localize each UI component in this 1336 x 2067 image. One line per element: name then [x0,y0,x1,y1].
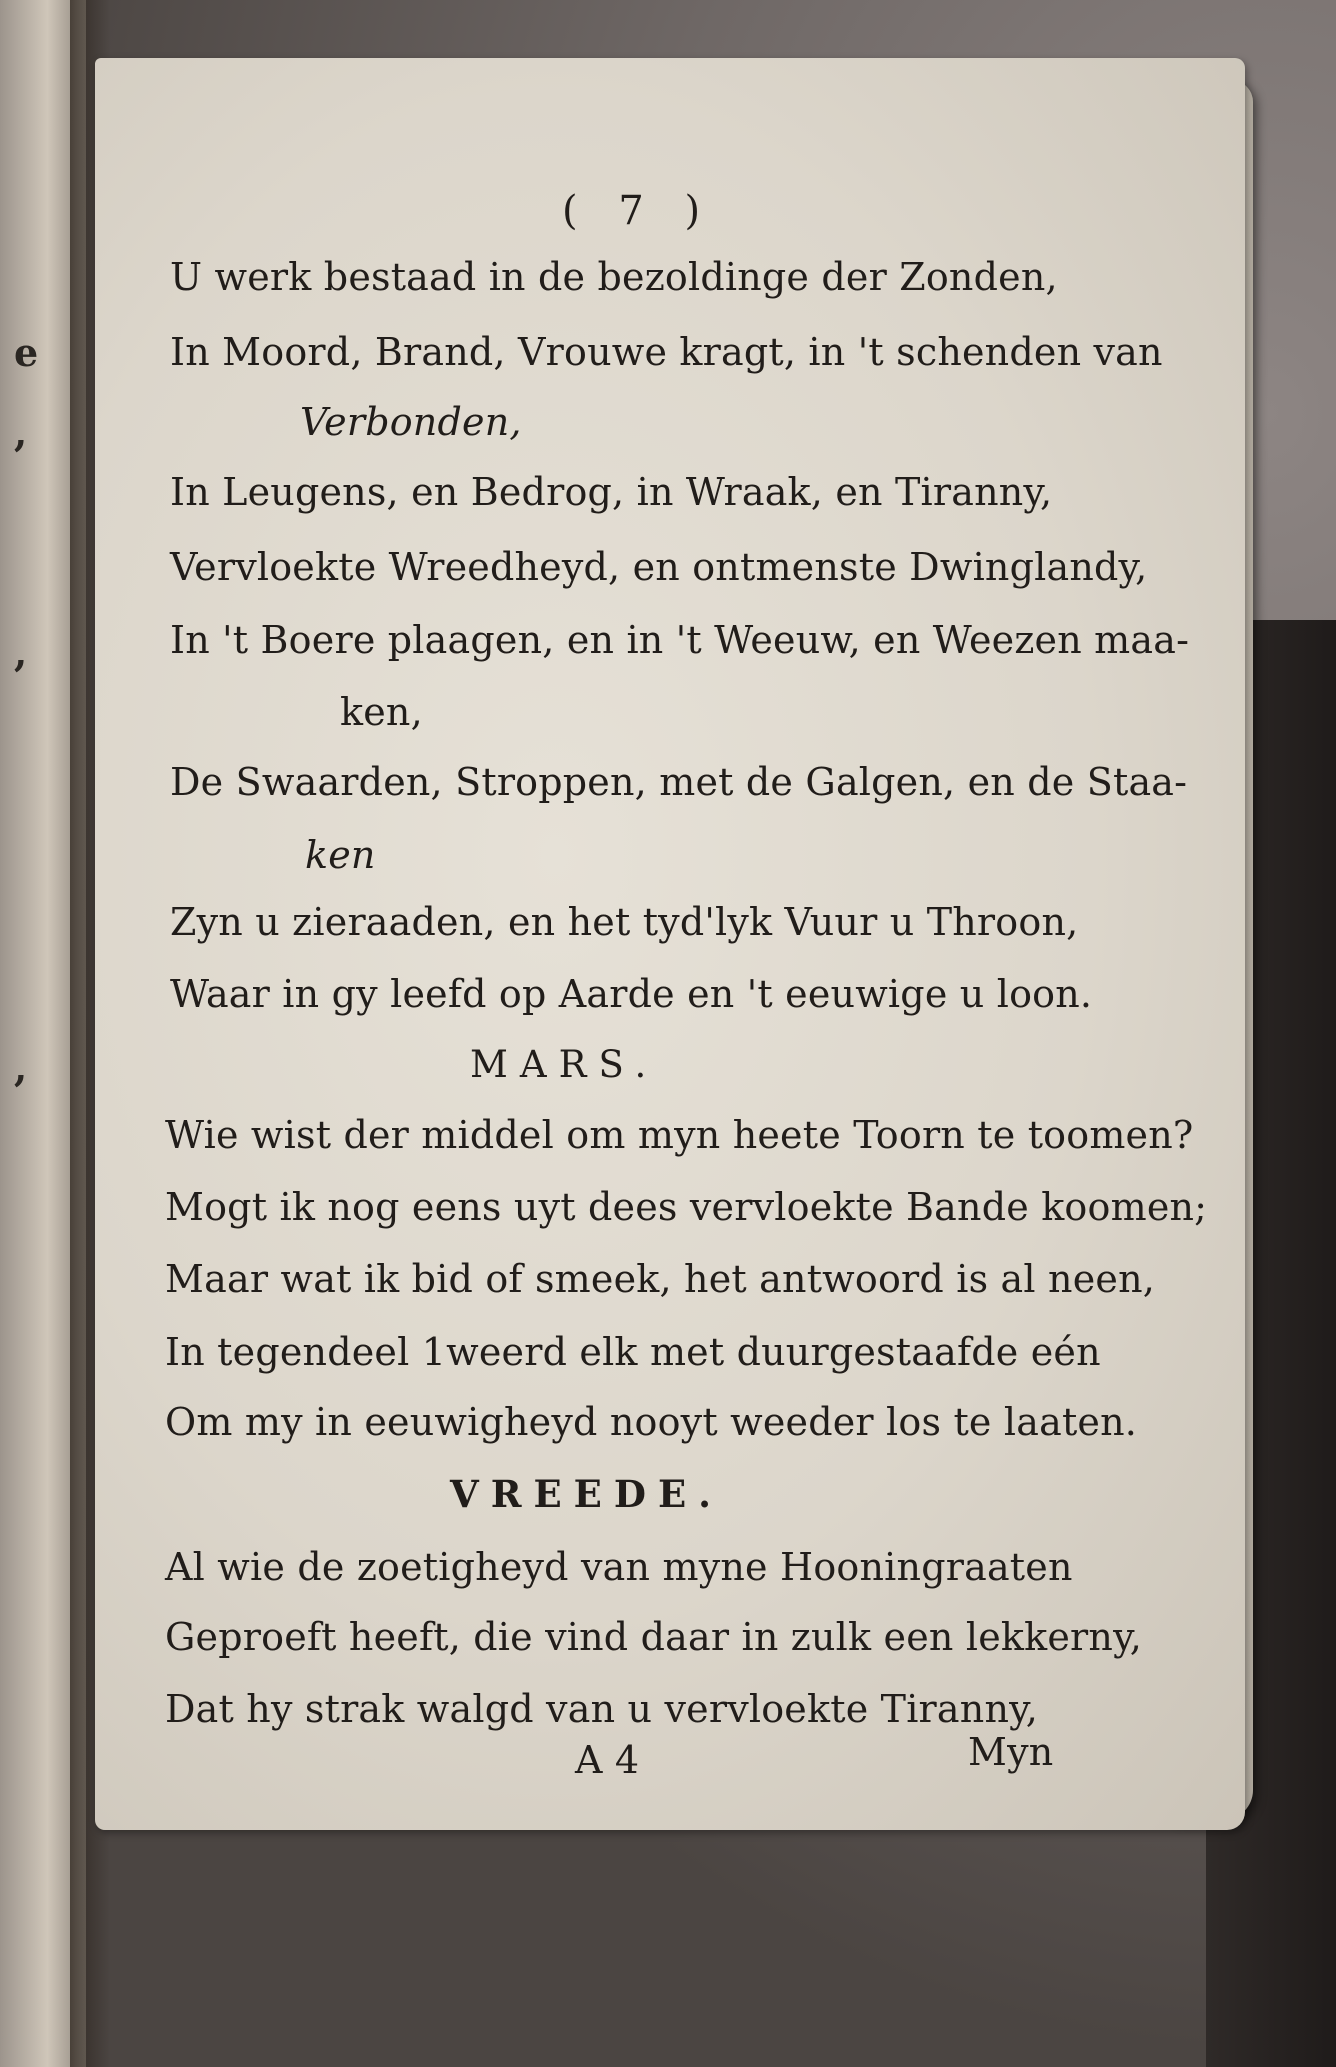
verse-line-continuation: Verbonden, [300,400,522,444]
signature-mark: A 4 [575,1738,640,1782]
verse-line: In tegendeel 1weerd elk met duurgestaafde eén [165,1330,1101,1374]
verse-line-continuation: ken [305,833,376,877]
verse-line: Al wie de zoetigheyd van myne Hooningraaten [165,1545,1073,1589]
verse-line: Mogt ik nog eens uyt dees vervloekte Bande koomen; [165,1185,1208,1229]
facing-page-marks [0,0,60,2067]
verse-line: U werk bestaad in de bezoldinge der Zonden, [170,255,1058,299]
verse-line: Vervloekte Wreedheyd, en ontmenste Dwinglandy, [170,545,1148,589]
verse-line: Wie wist der middel om myn heete Toorn te toomen? [165,1113,1194,1157]
facing-page-mark: e [14,330,39,375]
verse-line: Zyn u zieraaden, en het tyd'lyk Vuur u Throon, [170,900,1079,944]
verse-line: Dat hy strak walgd van u vervloekte Tiranny, [165,1687,1039,1731]
verse-line: In Moord, Brand, Vrouwe kragt, in 't schenden van [170,330,1163,374]
verse-line-continuation: ken, [340,690,423,734]
page-number: ( 7 ) [562,188,715,234]
verse-line: In 't Boere plaagen, en in 't Weeuw, en Weezen maa- [170,618,1190,662]
verse-line: Waar in gy leefd op Aarde en 't eeuwige u loon. [170,972,1093,1016]
verse-line: Maar wat ik bid of smeek, het antwoord is al neen, [165,1257,1156,1301]
facing-page-mark: , [14,630,28,675]
verse-line: Om my in eeuwigheyd nooyt weeder los te laaten. [165,1400,1138,1444]
verse-line: In Leugens, en Bedrog, in Wraak, en Tiranny, [170,470,1053,514]
catchword: Myn [968,1730,1054,1774]
facing-page-mark: , [14,1045,28,1090]
speaker-heading-vreede: VREEDE. [450,1472,724,1516]
verse-line: De Swaarden, Stroppen, met de Galgen, en de Staa- [170,760,1188,804]
facing-page-mark: , [14,410,28,455]
speaker-heading-mars: MARS. [470,1043,659,1086]
verse-line: Geproeft heeft, die vind daar in zulk een lekkerny, [165,1615,1142,1659]
